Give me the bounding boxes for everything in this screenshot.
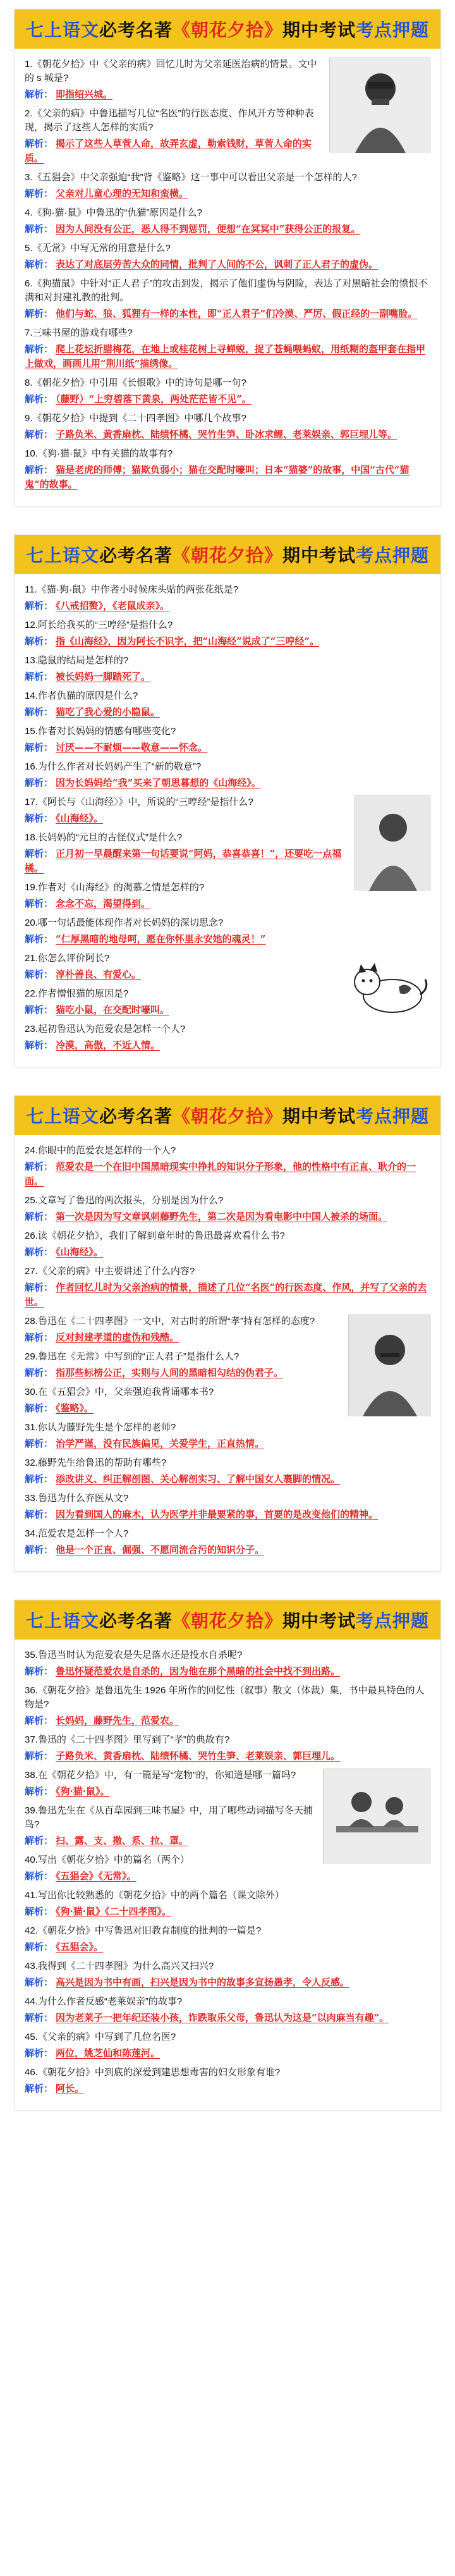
question: 18.长妈妈的“元旦的古怪仪式”是什么?: [25, 832, 183, 843]
banner-point: 考点押题: [356, 1106, 430, 1127]
answer-tag: 解析：: [25, 1005, 54, 1015]
answer: [25, 392, 430, 407]
answer-text: “仁厚黑暗的地母呵，愿在你怀里永安她的魂灵！”: [56, 933, 266, 945]
answer: [25, 1280, 430, 1309]
answer-text: 因为长妈妈给“我”买来了朝思暮想的《山海经》。: [56, 777, 261, 788]
answer-text: 《狗·猫·鼠》《二十四孝图》。: [56, 1906, 171, 1917]
question: 3.《五猖会》中父亲强迫“我”背《鉴略》这一事中可以看出父亲是一个怎样的人?: [25, 172, 357, 183]
banner-grade: 七上语文: [25, 1610, 99, 1631]
question: 44.为什么作者反感“老莱娱亲”的故事?: [25, 1996, 183, 2007]
answer-text: 猫吃了我心爱的小隐鼠。: [56, 706, 161, 718]
answer-tag: 解析：: [25, 224, 54, 235]
answer-text: （藤野）“上穷碧落下黄泉，两处茫茫皆不见”。: [56, 393, 252, 405]
answer: [25, 427, 430, 442]
qa-row-with-figure: [25, 58, 430, 171]
question: 6.《狗猫鼠》中针对“正人君子”的攻击到发，揭示了他们虚伪与阴险，表达了对黑暗社会的愤恨不满和对封建礼教的批判。: [25, 278, 428, 303]
answer-tag: 解析：: [25, 394, 54, 405]
answer-text: 因为看到国人的麻木，认为医学并非最要紧的事，首要的是改变他们的精神。: [56, 1509, 379, 1520]
qa-row-with-figure: [25, 1769, 430, 1889]
answer-tag: 解析：: [25, 1040, 54, 1051]
answer-tag: 解析：: [25, 1368, 54, 1378]
answer-text: 猫吃小鼠，在交配时嚎叫。: [56, 1004, 170, 1015]
answer: [25, 257, 430, 272]
question: 39.鲁迅先生在《从百草园到三味书屋》中，用了哪些动词描写冬天捕鸟?: [25, 1805, 313, 1830]
answer-text: 爬上花坛折腊梅花，在地上或桂花树上寻蝉蜕，捉了苍蝇喂蚂蚁，用纸糊的盔甲套在指甲上做戏，画画儿用“荆川纸”描绣像。: [25, 343, 426, 369]
answer-text: 作者回忆儿时为父亲治病的情景，描述了几位“名医”的行医态度、作风，并写了父亲的去世。: [25, 1282, 427, 1308]
question: 34.范爱农是怎样一个人?: [25, 1528, 129, 1539]
question: 35.鲁迅当时认为范爱农是失足落水还是投水自杀呢?: [25, 1650, 243, 1660]
answer-tag: 解析：: [25, 1247, 54, 1258]
question: 21.你怎么评价阿长?: [25, 953, 110, 964]
answer-tag: 解析：: [25, 1211, 54, 1222]
answer-tag: 解析：: [25, 742, 54, 753]
question: 26.读《朝花夕拾》，我们了解到童年时的鲁迅最喜欢看什么书?: [25, 1230, 285, 1241]
answer-tag: 解析：: [25, 1977, 54, 1988]
answer-text: 他是一个正直、倔强、不愿同流合污的知识分子。: [56, 1544, 265, 1555]
answer-text: 指《山海经》，因为阿长不识字，把“山海经”说成了“三哼经”。: [56, 635, 320, 647]
answer-tag: 解析：: [25, 672, 54, 682]
question: 11.《猫·狗·鼠》中作者小时候床头贴的两张花纸是?: [25, 584, 239, 595]
question: 38.在《朝花夕拾》中，有一篇是写“宠物”的，你知道是哪一篇吗?: [25, 1770, 296, 1781]
banner-book: 《朝花夕拾》: [172, 1610, 282, 1631]
question: 22.作者憎恨猫的原因是?: [25, 988, 129, 999]
answer-tag: 解析：: [25, 707, 54, 718]
answer-tag: 解析：: [25, 1836, 54, 1846]
answer: [25, 1437, 430, 1451]
banner-grade: 七上语文: [25, 20, 99, 40]
banner-grade: 七上语文: [25, 1106, 99, 1127]
question: 2.《父亲的病》中鲁迅描写几位“名医”的行医态度、作风开方等种种表现，揭示了这些人怎样的实质?: [25, 108, 314, 133]
reading-scene-figure: [323, 1769, 430, 1863]
answer: [25, 463, 430, 492]
portrait-figure: [329, 58, 430, 152]
answer: [25, 137, 323, 166]
banner-book: 《朝花夕拾》: [172, 1106, 282, 1127]
answer-tag: 解析：: [25, 1942, 54, 1953]
banner-book: 《朝花夕拾》: [172, 20, 282, 40]
answer: [25, 1975, 430, 1990]
question: 42.《朝花夕拾》中写鲁迅对旧教育制度的批判的一篇是?: [25, 1925, 262, 1936]
question: 17.《阿长与〈山海经〉》中，所说的“三哼经”是指什么?: [25, 797, 253, 807]
answer-tag: 解析：: [25, 2083, 54, 2094]
answer: [25, 87, 323, 102]
answer-tag: 解析：: [25, 89, 54, 100]
answer-text: 《五猖会》。: [56, 1941, 104, 1953]
answer-text: 因为老莱子一把年纪还装小孩，诈跌取乐父母，鲁迅认为这是“以肉麻当有趣”。: [56, 2012, 389, 2023]
answer-text: 淳朴善良、有爱心。: [56, 969, 142, 980]
question: 24.你眼中的范爱农是怎样的一个人?: [25, 1145, 176, 1156]
question: 9.《朝花夕拾》中提到《二十四孝图》中哪几个故事?: [25, 413, 246, 424]
answer-tag: 解析：: [25, 2048, 54, 2059]
banner-mid: 期中考试: [282, 545, 356, 566]
answer-tag: 解析：: [25, 636, 54, 647]
answer-tag: 解析：: [25, 969, 54, 980]
cat-illustration: [342, 952, 430, 1021]
answer: [25, 2011, 430, 2025]
question: 15.作者对长妈妈的情感有哪些变化?: [25, 726, 176, 737]
answer: [25, 740, 430, 755]
question: 13.隐鼠的结局是怎样的?: [25, 655, 129, 666]
question: 10.《狗·猫·鼠》中有关猫的故事有?: [25, 448, 173, 459]
banner: [15, 1096, 440, 1135]
answer-text: 被长妈妈一脚踏死了。: [56, 671, 151, 682]
answer-tag: 解析：: [25, 259, 54, 270]
question: 8.《朝花夕拾》中引用《长恨歌》中的诗句是哪一句?: [25, 377, 246, 388]
answer-text: 《狗·猫·鼠》。: [56, 1786, 110, 1797]
answer-text: 反对封建孝道的虚伪和残酷。: [56, 1332, 179, 1343]
answer-tag: 解析：: [25, 344, 54, 355]
answer-text: 正月初一早晨醒来第一句话要说“阿妈，恭喜恭喜！”，还要吃一点福橘。: [25, 848, 342, 874]
question: 37.鲁迅的《二十四孝图》里写到了“孝”的典故有?: [25, 1734, 230, 1745]
answer-text: 添改讲义、纠正解剖图、关心解剖实习、了解中国女人裹脚的情况。: [56, 1473, 341, 1485]
answer-text: 《山海经》。: [56, 1246, 104, 1258]
answer: [25, 599, 430, 613]
question: 36.《朝花夕拾》是鲁迅先生 1926 年所作的回忆性（叙事）散文（体裁）集，书中最具特色的人物是?: [25, 1685, 425, 1710]
question: 12.阿长给我买的“三哼经”是指什么?: [25, 620, 173, 630]
answer-text: 高兴是因为书中有画，扫兴是因为书中的故事多宣扬愚孝，令人反感。: [56, 1977, 350, 1988]
answer-text: 念念不忘，渴望得到。: [56, 898, 151, 909]
answer-tag: 解析：: [25, 1438, 54, 1449]
answer: [25, 1784, 317, 1799]
answer-text: 子路负米、黄香扇枕、陆绩怀橘、哭竹生笋、老莱娱亲、郭巨埋儿。: [56, 1750, 341, 1762]
answer-text: 父亲对儿童心理的无知和蛮横。: [56, 188, 189, 199]
answer-text: 扫、露、支、撒、系、拉、罩。: [56, 1835, 189, 1846]
answer: [25, 847, 348, 876]
answer-text: 揭示了这些人草菅人命，故弄玄虚，勒索钱财，草菅人命的实质。: [25, 138, 312, 164]
answer-tag: 解析：: [25, 849, 54, 859]
quiz-sheet-3: [14, 1095, 441, 1572]
quiz-sheet-1: [14, 9, 441, 506]
question: 25.文章写了鲁迅的两次报头，分别是因为什么?: [25, 1195, 224, 1206]
answer: [25, 1401, 342, 1416]
man-portrait-figure: [348, 1315, 430, 1416]
question: 43.我得到《二十四孝图》为什么高兴又扫兴?: [25, 1961, 214, 1972]
answer: [25, 1160, 430, 1189]
question: 31.你认为藤野先生是个怎样的老师?: [25, 1422, 176, 1433]
answer-tag: 解析：: [25, 465, 54, 475]
answer-text: 阿长。: [56, 2083, 85, 2094]
question: 1.《朝花夕拾》中《父亲的病》回忆儿时为父亲延医治病的情景。文中的 s 城是?: [25, 59, 317, 83]
qa-row-with-figure: [25, 1315, 430, 1421]
banner-mid: 期中考试: [282, 20, 356, 40]
answer: [25, 1749, 430, 1763]
answer-text: 两位，姚芝仙和陈莲河。: [56, 2047, 161, 2059]
answer-tag: 解析：: [25, 1282, 54, 1293]
banner-mid: 期中考试: [282, 1106, 356, 1127]
quiz-sheet-4: [14, 1600, 441, 2111]
banner: [15, 1600, 440, 1640]
answer: [25, 634, 430, 649]
answer-tag: 解析：: [25, 1751, 54, 1762]
answer-text: 治学严谨，没有民族偏见，关爱学生，正直热情。: [56, 1438, 265, 1449]
answer-tag: 解析：: [25, 1162, 54, 1172]
banner-grade: 七上语文: [25, 545, 99, 566]
answer-tag: 解析：: [25, 429, 54, 440]
answer: [25, 1330, 342, 1345]
question: 40.写出《朝花夕拾》中的篇名（两个）: [25, 1855, 190, 1865]
answer-text: 第一次是因为写文章讽刺藤野先生，第二次是因为看电影中中国人被杀的场面。: [56, 1211, 388, 1222]
answer-text: 指那些标榜公正，实则与人间的黑暗相勾结的伪君子。: [56, 1367, 284, 1378]
answer-text: 《鉴略》。: [56, 1402, 94, 1414]
answer-text: 他们与蛇、狼、狐狸有一样的本性，即“正人君子”们冷漠、严厉、假正经的一副嘴脸。: [56, 308, 418, 319]
answer-tag: 解析：: [25, 1871, 54, 1882]
question: 46.《朝花夕拾》中到底的深爱到建思想毒害的妇女形象有谁?: [25, 2067, 281, 2078]
answer: [25, 342, 430, 371]
answer: [25, 1472, 430, 1487]
answer: [25, 811, 348, 826]
answer-text: 猫是老虎的师傅；猫欺负弱小；猫在交配时嚎叫；日本“猫婆”的故事，中国“古代“猫鬼”的故事。: [25, 464, 410, 490]
answer: [25, 222, 430, 236]
banner: [15, 535, 440, 574]
answer: [25, 307, 430, 321]
answer-tag: 解析：: [25, 934, 54, 945]
banner-point: 考点押题: [356, 545, 430, 566]
answer-tag: 解析：: [25, 1906, 54, 1917]
answer-tag: 解析：: [25, 1332, 54, 1343]
answer-text: 讨厌——不耐烦——敬意——怀念。: [56, 742, 208, 753]
answer-tag: 解析：: [25, 1786, 54, 1797]
answer-text: 子路负米、黄香扇枕、陆绩怀橘、哭竹生笋、卧冰求鲤、老莱娱亲、郭巨埋儿等。: [56, 429, 397, 440]
answer: [25, 2082, 430, 2096]
answer-text: 表达了对底层劳苦大众的同情，批判了人间的不公，讽刺了正人君子的虚伪。: [56, 259, 379, 270]
answer: [25, 670, 430, 684]
question: 33.鲁迅为什么弃医从文?: [25, 1493, 129, 1504]
answer-text: 即指绍兴城。: [56, 89, 113, 100]
banner-must: 必考名著: [99, 545, 173, 566]
question: 41.写出你比较熟悉的《朝花夕拾》中的两个篇名（课文除外）: [25, 1890, 284, 1901]
answer-text: 长妈妈，藤野先生，范爱农。: [56, 1715, 179, 1726]
banner: [15, 9, 440, 49]
answer-text: 鲁迅怀疑范爱农是自杀的，因为他在那个黑暗的社会中找不到出路。: [56, 1665, 341, 1677]
answer-tag: 解析：: [25, 1403, 54, 1414]
answer-text: 《八戒招赘》，《老鼠成亲》。: [56, 600, 170, 611]
question: 14.作者仇猫的原因是什么?: [25, 690, 138, 701]
banner-must: 必考名著: [99, 20, 173, 40]
answer: [25, 1210, 430, 1224]
answer-tag: 解析：: [25, 188, 54, 199]
question: 28.鲁迅在《二十四孝图》一文中，对古时的所谓“孝”持有怎样的态度?: [25, 1316, 315, 1327]
answer: [25, 1507, 430, 1522]
answer-text: 范爱农是一个在旧中国黑暗现实中挣扎的知识分子形象，他的性格中有正直、耿介的一面。: [25, 1161, 416, 1187]
question: 23.起初鲁迅认为范爱农是怎样一个人?: [25, 1024, 186, 1034]
answer: [25, 967, 336, 982]
answer-tag: 解析：: [25, 601, 54, 611]
question: 19.作者对《山海经》的渴慕之情是怎样的?: [25, 882, 205, 893]
answer-tag: 解析：: [25, 778, 54, 788]
answer: [25, 1940, 430, 1954]
answer: [25, 705, 430, 720]
answer-tag: 解析：: [25, 1474, 54, 1485]
answer: [25, 1245, 430, 1260]
answer-tag: 解析：: [25, 1715, 54, 1726]
question: 29.鲁迅在《无常》中写到的“正人君子”是指什么人?: [25, 1351, 240, 1362]
qa-row-with-figure: [25, 952, 430, 1058]
answer-tag: 解析：: [25, 899, 54, 909]
answer-text: 因为人间没有公正，恶人得不到惩罚，便想“在冥冥中”获得公正的报复。: [56, 223, 361, 235]
question: 4.《狗·猫·鼠》中鲁迅的“仇猫”原因是什么?: [25, 207, 202, 218]
answer: [25, 932, 430, 947]
qa-row-with-figure: [25, 795, 430, 916]
banner-point: 考点押题: [356, 20, 430, 40]
answer: [25, 1664, 430, 1679]
old-man-portrait-figure: [355, 795, 430, 890]
answer: [25, 1714, 430, 1728]
answer-text: 冷漠，高傲，不近人情。: [56, 1040, 161, 1051]
answer-tag: 解析：: [25, 1666, 54, 1677]
banner-book: 《朝花夕拾》: [172, 545, 282, 566]
answer: [25, 1366, 342, 1380]
answer: [25, 1834, 317, 1848]
answer: [25, 187, 430, 201]
question: 30.在《五猖会》中，父亲强迫我背诵哪本书?: [25, 1387, 214, 1397]
answer: [25, 1869, 317, 1884]
question: 32.藤野先生给鲁迅的帮助有哪些?: [25, 1457, 167, 1468]
question: 27.《父亲的病》中主要讲述了什么内容?: [25, 1266, 195, 1277]
answer-tag: 解析：: [25, 813, 54, 824]
answer-tag: 解析：: [25, 2013, 54, 2023]
banner-must: 必考名著: [99, 1106, 173, 1127]
quiz-sheet-2: [14, 534, 441, 1067]
question: 5.《无常》中写无常的用意是什么?: [25, 243, 171, 254]
banner-must: 必考名著: [99, 1610, 173, 1631]
banner-point: 考点押题: [356, 1610, 430, 1631]
answer: [25, 1904, 430, 1919]
answer: [25, 1543, 430, 1557]
answer: [25, 2046, 430, 2061]
answer-text: 《山海经》。: [56, 813, 104, 824]
question: 45.《父亲的病》中写到了几位名医?: [25, 2032, 176, 2042]
answer: [25, 1003, 336, 1017]
question: 16.为什么作者对长妈妈产生了“新的敬意”?: [25, 761, 202, 772]
answer: [25, 776, 430, 790]
answer-tag: 解析：: [25, 1545, 54, 1555]
answer-tag: 解析：: [25, 138, 54, 149]
banner-mid: 期中考试: [282, 1610, 356, 1631]
answer: [25, 1038, 336, 1053]
answer-tag: 解析：: [25, 309, 54, 319]
question: 20.哪一句话最能体现作者对长妈妈的深切思念?: [25, 917, 224, 928]
question: 7.三味书屋的游戏有哪些?: [25, 328, 133, 338]
answer-text: 《五猖会》《无常》。: [56, 1870, 136, 1882]
answer-tag: 解析：: [25, 1509, 54, 1520]
answer: [25, 897, 348, 911]
